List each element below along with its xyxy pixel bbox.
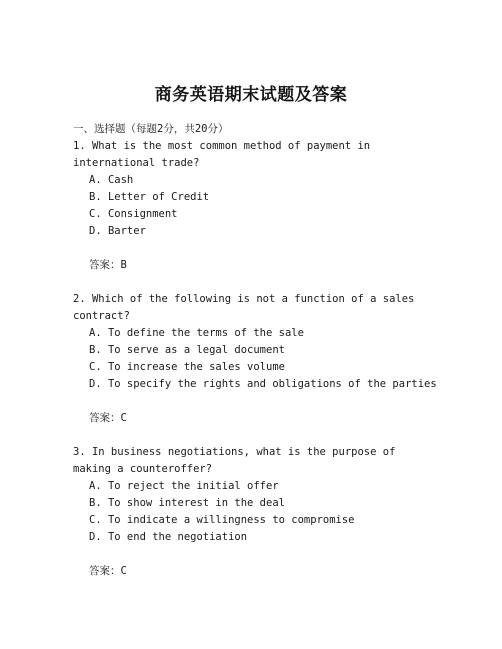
options-list xyxy=(73,325,437,393)
question-1 xyxy=(73,138,433,274)
document-body xyxy=(73,121,437,597)
option-a: A. To define the terms of the sale xyxy=(89,327,304,339)
option-a: A. Cash xyxy=(89,174,134,186)
option-c: C. To increase the sales volume xyxy=(89,361,285,373)
answer-text: 答案：B xyxy=(89,259,127,271)
section-header: 一、选择题（每题2分，共20分） xyxy=(73,123,229,135)
option-b: B. Letter of Credit xyxy=(89,191,210,203)
answer-text: 答案：C xyxy=(89,412,127,424)
option-d: D. To specify the rights and obligations of the parties xyxy=(89,378,437,390)
question-2 xyxy=(73,291,437,427)
document-title: 商务英语期末试题及答案 xyxy=(154,85,348,105)
options-list xyxy=(73,478,433,546)
options-list xyxy=(73,172,433,240)
question-text: 1. What is the most common method of payment in international trade? xyxy=(73,140,371,169)
option-b: B. To show interest in the deal xyxy=(89,497,285,509)
option-a: A. To reject the initial offer xyxy=(89,480,279,492)
option-d: D. Barter xyxy=(89,225,146,237)
option-c: C. Consignment xyxy=(89,208,178,220)
option-d: D. To end the negotiation xyxy=(89,531,248,543)
question-text: 2. Which of the following is not a function of a sales contract? xyxy=(73,293,415,322)
question-text: 3. In business negotiations, what is the purpose of making a counteroffer? xyxy=(73,446,396,475)
question-3 xyxy=(73,444,433,580)
answer-text: 答案：C xyxy=(89,565,127,577)
option-c: C. To indicate a willingness to compromise xyxy=(89,514,355,526)
option-b: B. To serve as a legal document xyxy=(89,344,285,356)
